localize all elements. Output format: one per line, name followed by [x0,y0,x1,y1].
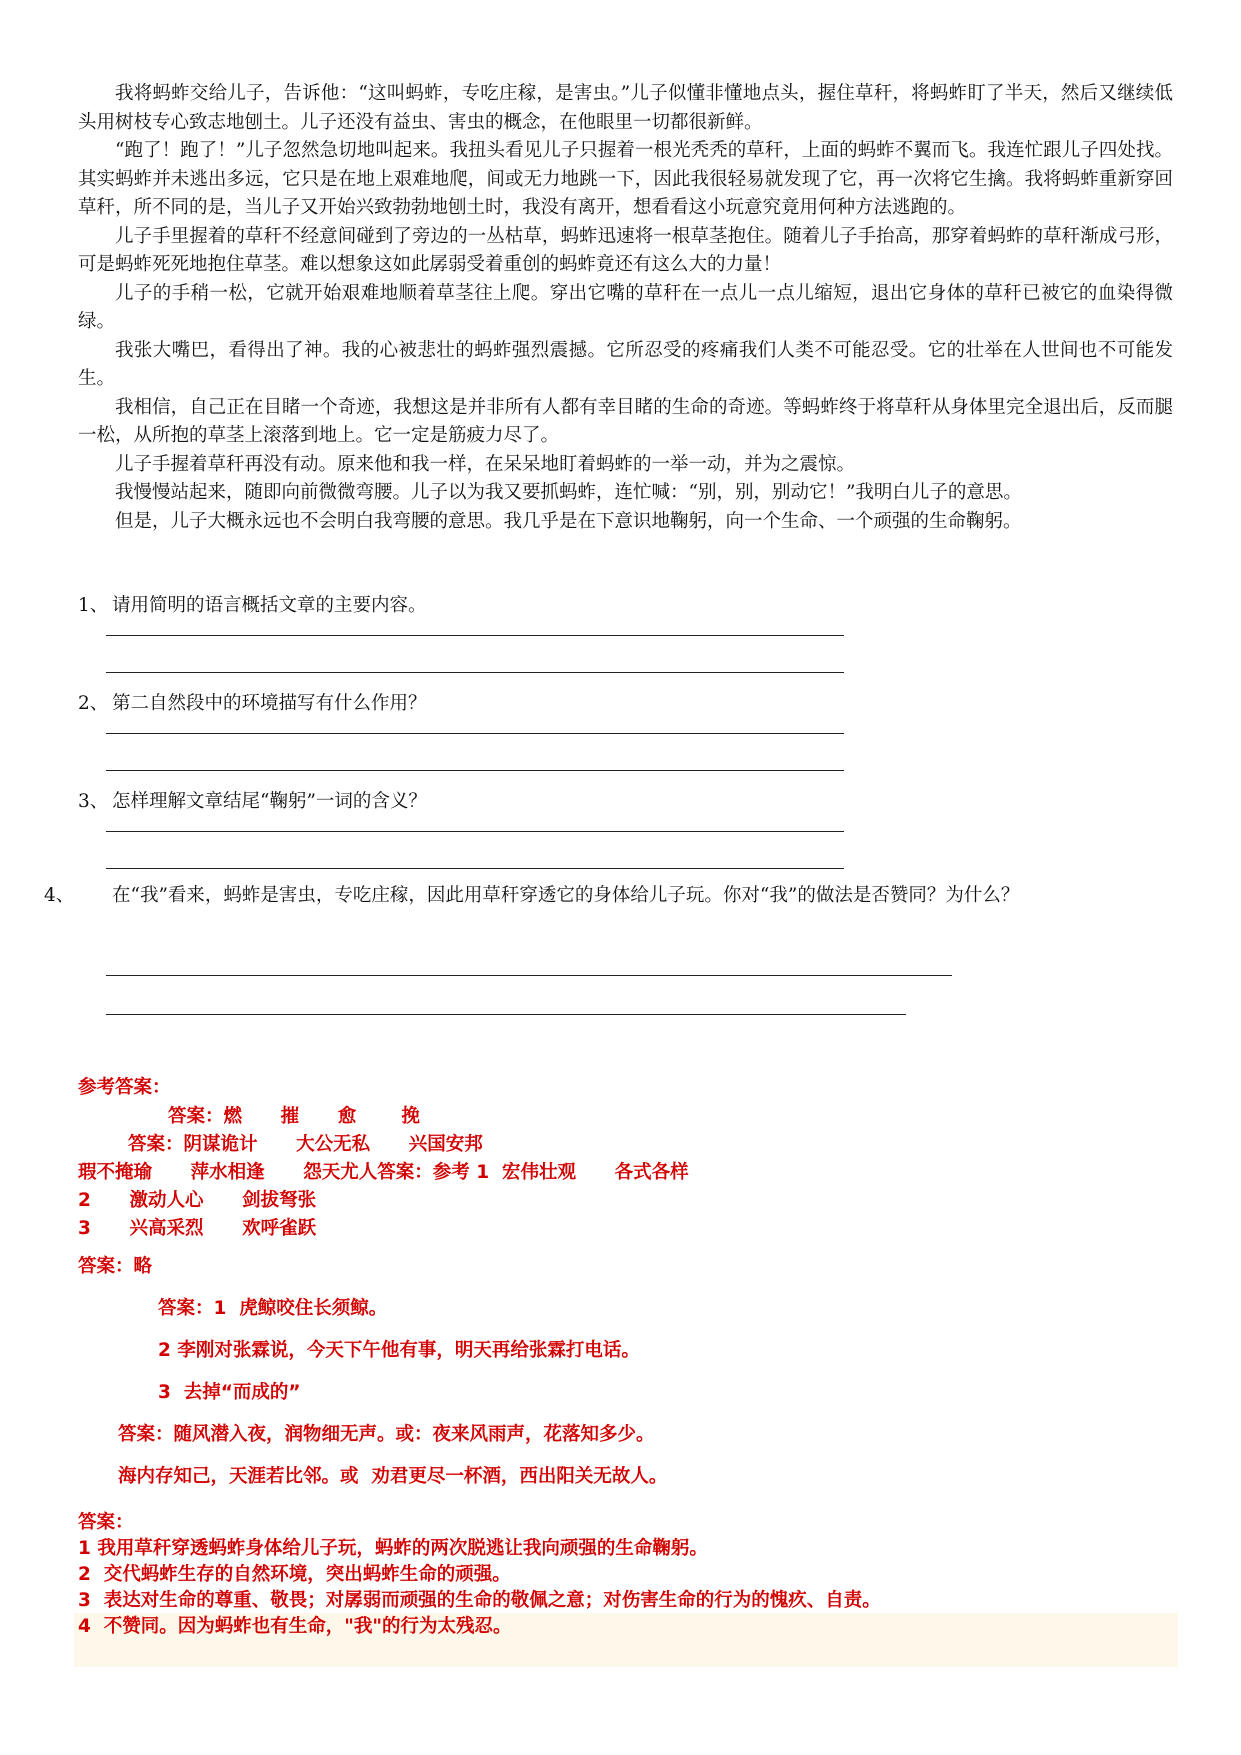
answer-line-8: 2 李刚对张霖说，今天下午他有事，明天再给张霖打电话。 [158,1340,640,1361]
answer-line-1: 答案：燃 摧 愈 挽 [168,1106,420,1127]
answer-line-11: 海内存知己，天涯若比邻。或 劝君更尽一杯酒，西出阳关无故人。 [118,1466,668,1487]
answer-line-7: 答案：1 虎鲸咬住长须鲸。 [158,1298,388,1319]
paragraph: 儿子手里握着的草秆不经意间碰到了旁边的一丛枯草，蚂蚱迅速将一根草茎抱住。随着儿子手抬高，那穿着蚂蚱的草秆渐成弓形，可是蚂蚱死死地抱住草茎。难以想象这如此孱弱受着重创的蚂蚱竟还有这么大的力量！ [78,225,1173,275]
answers-header: 参考答案： [78,1077,171,1098]
answer-line-4: 2 激动人心 剑拔弩张 [78,1190,317,1211]
question-number: 3、 [78,791,109,812]
answer-line-9: 3 去掉“而成的” [158,1382,301,1403]
paragraph: 儿子的手稍一松，它就开始艰难地顺着草茎往上爬。穿出它嘴的草秆在一点儿一点儿缩短，退出它身体的草秆已被它的血染得微绿。 [78,282,1173,332]
paragraph: 儿子手握着草秆再没有动。原来他和我一样，在呆呆地盯着蚂蚱的一举一动，并为之震惊。 [115,453,856,475]
question-text: 怎样理解文章结尾“鞠躬”一词的含义？ [112,791,427,812]
paragraph: 我慢慢站起来，随即向前微微弯腰。儿子以为我又要抓蚂蚱，连忙喊：“别，别，别动它！”我明白儿子的意思。 [115,482,1022,503]
answer-line-5: 3 兴高采烈 欢呼雀跃 [78,1218,317,1239]
paragraph: 我张大嘴巴，看得出了神。我的心被悲壮的蚂蚱强烈震撼。它所忍受的疼痛我们人类不可能忍受。它的壮举在人世间也不可能发生。 [78,339,1173,389]
answer-line-3: 瑕不掩瑜 萍水相逢 怨天尤人答案：参考 1 宏伟壮观 各式各样 [78,1162,689,1183]
question-text: 请用简明的语言概括文章的主要内容。 [112,595,427,616]
paragraph: 我相信，自己正在目睹一个奇迹，我想这是并非所有人都有幸目睹的生命的奇迹。等蚂蚱终于将草秆从身体里完全退出后，反而腿一松，从所抱的草茎上滚落到地上。它一定是筋疲力尽了。 [78,396,1173,446]
paragraph: “跑了！跑了！”儿子忽然急切地叫起来。我扭头看见儿子只握着一根光秃秃的草秆，上面的蚂蚱不翼而飞。我连忙跟儿子四处找。其实蚂蚱并未逃出多远，它只是在地上艰难地爬，间或无力地跳一下，因此我很轻易就发现了它，再一次将它生擒。我将蚂蚱重新穿回草秆，所不同的是，当儿子又开始兴致勃勃地刨土时，我没有离开，想看看这小玩意究竟用何种方法逃跑的。 [78,140,1173,218]
final-answer-3: 3 表达对生命的尊重、敬畏；对孱弱而顽强的生命的敬佩之意；对伤害生命的行为的愧疚、自责。 [78,1590,881,1611]
final-answer-4: 4 不赞同。因为蚂蚱也有生命，"我"的行为太残忍。 [78,1616,512,1637]
final-answers-header: 答案： [78,1512,134,1533]
paragraph: 但是，儿子大概永远也不会明白我弯腰的意思。我几乎是在下意识地鞠躬，向一个生命、一个顽强的生命鞠躬。 [115,510,1022,532]
final-answer-1: 1 我用草秆穿透蚂蚱身体给儿子玩，蚂蚱的两次脱逃让我向顽强的生命鞠躬。 [78,1538,708,1559]
question-number: 4、 [44,885,75,906]
paragraph: 我将蚂蚱交给儿子，告诉他：“这叫蚂蚱，专吃庄稼，是害虫。”儿子似懂非懂地点头，握住草秆，将蚂蚱盯了半天，然后又继续低头用树枝专心致志地刨土。儿子还没有益虫、害虫的概念，在他眼里一切都很新鲜。 [78,83,1173,133]
question-text: 第二自然段中的环境描写有什么作用？ [112,693,427,714]
answer-line-10: 答案：随风潜入夜，润物细无声。或：夜来风雨声，花落知多少。 [118,1424,655,1445]
final-answer-2: 2 交代蚂蚱生存的自然环境，突出蚂蚱生命的顽强。 [78,1564,511,1585]
question-text: 在“我”看来，蚂蚱是害虫，专吃庄稼，因此用草秆穿透它的身体给儿子玩。你对“我”的做法是否赞同？为什么？ [112,885,1020,906]
question-number: 2、 [78,693,109,714]
answer-line-6: 答案：略 [78,1256,153,1277]
question-number: 1、 [78,595,109,616]
answer-line-2: 答案：阴谋诡计 大公无私 兴国安邦 [128,1134,483,1155]
